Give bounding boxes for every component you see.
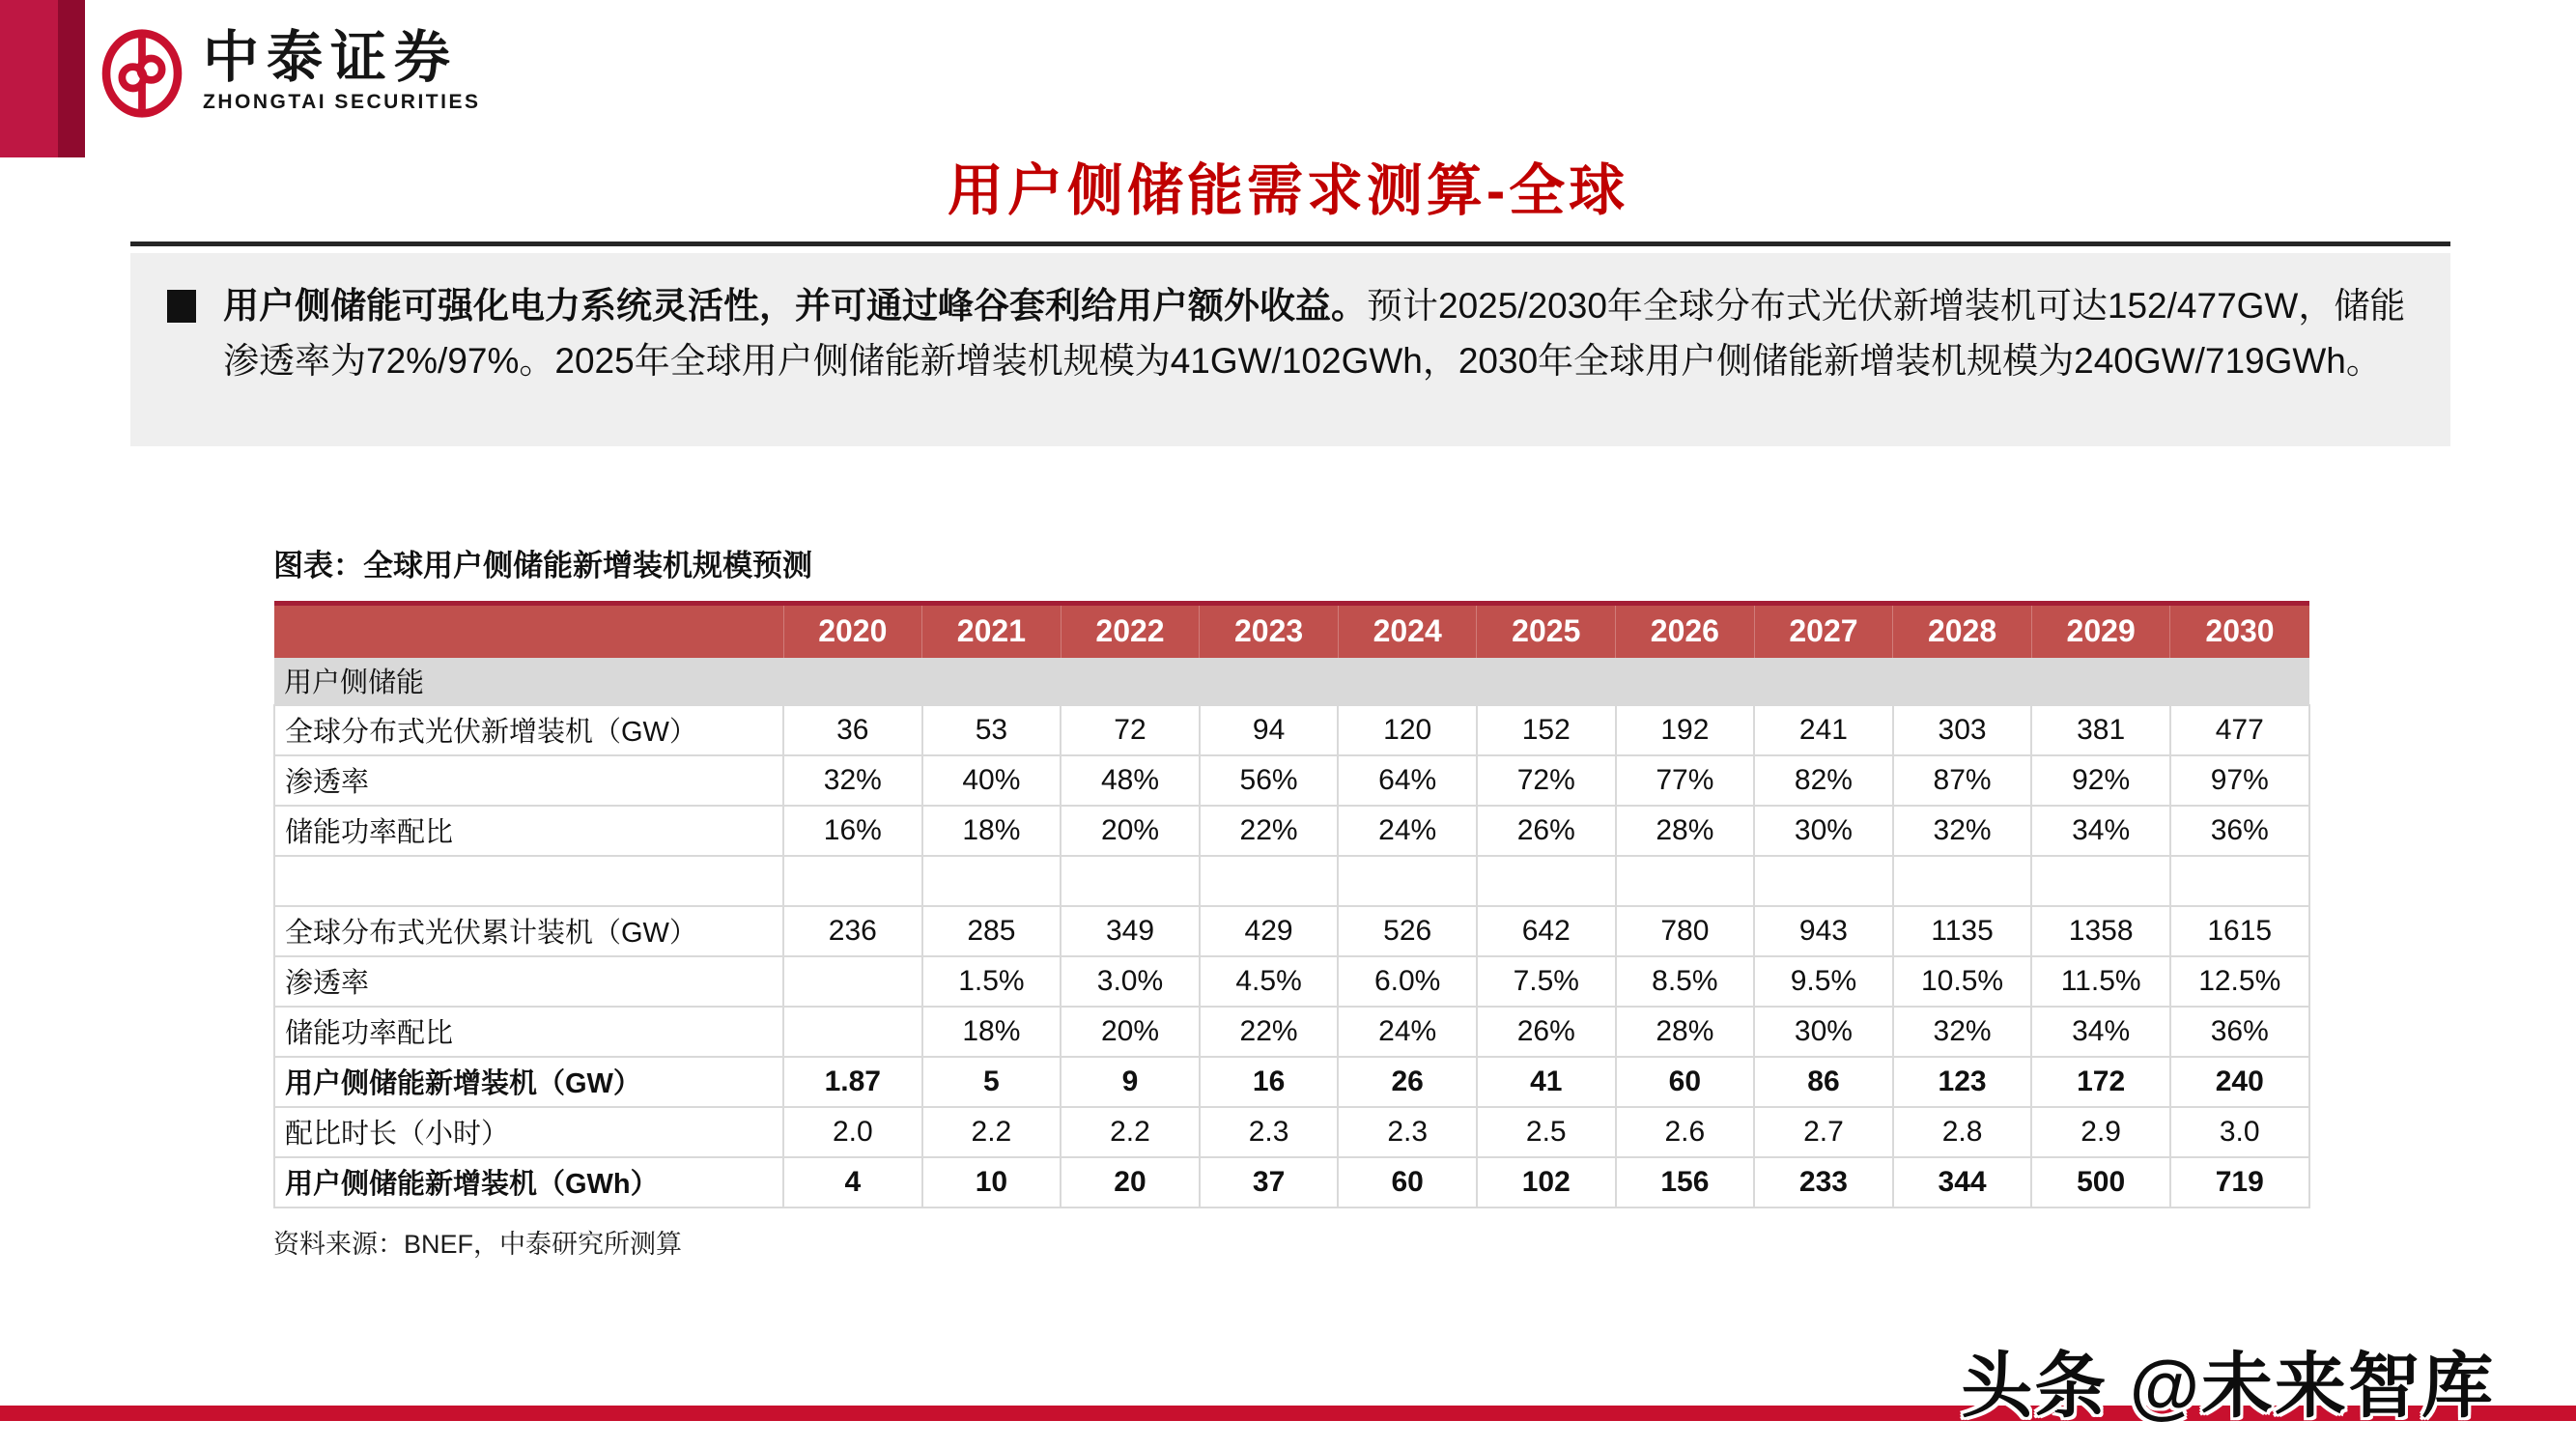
- cell-value: 40%: [922, 755, 1062, 806]
- source-line: 资料来源：BNEF，中泰研究所测算: [273, 1230, 683, 1259]
- year-header: 2029: [2031, 604, 2170, 658]
- cell-value: 1615: [2170, 906, 2309, 956]
- table-row: [274, 705, 2309, 755]
- cell-value: [1061, 856, 1200, 906]
- summary-box: [130, 253, 2450, 446]
- row-label: [274, 856, 783, 906]
- cell-value: 10.5%: [1893, 956, 2032, 1007]
- cell-value: 381: [2031, 705, 2170, 755]
- cell-value: 36: [783, 705, 922, 755]
- cell-value: 8.5%: [1616, 956, 1755, 1007]
- section-band-row: [274, 658, 2309, 705]
- cell-value: [1338, 856, 1477, 906]
- cell-value: 240: [2170, 1057, 2309, 1107]
- cell-value: 32%: [1893, 806, 2032, 856]
- year-header: 2026: [1616, 604, 1755, 658]
- row-label: 全球分布式光伏新增装机（GW）: [274, 705, 783, 755]
- cell-value: 3.0: [2170, 1107, 2309, 1157]
- cell-value: 53: [922, 705, 1062, 755]
- cell-value: 2.2: [1061, 1107, 1200, 1157]
- row-label: 储能功率配比: [274, 1007, 783, 1057]
- cell-value: 26%: [1477, 806, 1616, 856]
- cell-value: 120: [1338, 705, 1477, 755]
- cell-value: 500: [2031, 1157, 2170, 1208]
- brand-name-en: ZHONGTAI SECURITIES: [203, 91, 481, 113]
- cell-value: 4.5%: [1200, 956, 1339, 1007]
- cell-value: 28%: [1616, 1007, 1755, 1057]
- cell-value: 236: [783, 906, 922, 956]
- cell-value: 1.5%: [922, 956, 1062, 1007]
- cell-value: 303: [1893, 705, 2032, 755]
- cell-value: 36%: [2170, 1007, 2309, 1057]
- table-row: [274, 755, 2309, 806]
- cell-value: [783, 956, 922, 1007]
- table-row: [274, 856, 2309, 906]
- year-header: 2027: [1754, 604, 1893, 658]
- cell-value: 2.8: [1893, 1107, 2032, 1157]
- zhongtai-logo-icon: [100, 27, 184, 120]
- cell-value: 30%: [1754, 806, 1893, 856]
- cell-value: 156: [1616, 1157, 1755, 1208]
- cell-value: 2.3: [1338, 1107, 1477, 1157]
- row-label: 全球分布式光伏累计装机（GW）: [274, 906, 783, 956]
- cell-value: 64%: [1338, 755, 1477, 806]
- table-row: [274, 906, 2309, 956]
- cell-value: 18%: [922, 1007, 1062, 1057]
- year-header: 2024: [1338, 604, 1477, 658]
- cell-value: 72%: [1477, 755, 1616, 806]
- cell-value: 77%: [1616, 755, 1755, 806]
- cell-value: 349: [1061, 906, 1200, 956]
- table-row: [274, 806, 2309, 856]
- cell-value: 2.5: [1477, 1107, 1616, 1157]
- year-header: 2028: [1893, 604, 2032, 658]
- table-header-row: [274, 604, 2309, 658]
- table-row: [274, 1007, 2309, 1057]
- cell-value: [1893, 856, 2032, 906]
- cell-value: 642: [1477, 906, 1616, 956]
- cell-value: 2.7: [1754, 1107, 1893, 1157]
- row-label: 渗透率: [274, 956, 783, 1007]
- cell-value: 32%: [1893, 1007, 2032, 1057]
- cell-value: 22%: [1200, 1007, 1339, 1057]
- corner-strip-light: [0, 0, 58, 157]
- cell-value: 429: [1200, 906, 1339, 956]
- cell-value: 94: [1200, 705, 1339, 755]
- cell-value: 1.87: [783, 1057, 922, 1107]
- cell-value: [2170, 856, 2309, 906]
- cell-value: 56%: [1200, 755, 1339, 806]
- cell-value: 102: [1477, 1157, 1616, 1208]
- cell-value: 5: [922, 1057, 1062, 1107]
- cell-value: 2.6: [1616, 1107, 1755, 1157]
- brand-logo: [100, 27, 480, 120]
- cell-value: 60: [1616, 1057, 1755, 1107]
- cell-value: 6.0%: [1338, 956, 1477, 1007]
- cell-value: 9: [1061, 1057, 1200, 1107]
- year-header: 2023: [1200, 604, 1339, 658]
- table-body: [274, 604, 2309, 1208]
- cell-value: 2.0: [783, 1107, 922, 1157]
- corner-header-cell: [274, 604, 783, 658]
- cell-value: 24%: [1338, 1007, 1477, 1057]
- bullet-square-icon: [167, 290, 196, 323]
- table-row: [274, 1107, 2309, 1157]
- corner-strip-dark: [58, 0, 85, 157]
- table-row: [274, 1157, 2309, 1208]
- summary-bold-text: 用户侧储能可强化电力系统灵活性，并可通过峰谷套利给用户额外收益。: [223, 286, 1367, 326]
- watermark-text: 头条 @未来智库: [1961, 1346, 2495, 1426]
- cell-value: 41: [1477, 1057, 1616, 1107]
- cell-value: 26%: [1477, 1007, 1616, 1057]
- cell-value: 943: [1754, 906, 1893, 956]
- cell-value: 16%: [783, 806, 922, 856]
- cell-value: 87%: [1893, 755, 2032, 806]
- cell-value: 82%: [1754, 755, 1893, 806]
- cell-value: 172: [2031, 1057, 2170, 1107]
- title-divider-line: [130, 242, 2450, 246]
- cell-value: 16: [1200, 1057, 1339, 1107]
- cell-value: 24%: [1338, 806, 1477, 856]
- forecast-table: [273, 601, 2310, 1208]
- cell-value: [783, 1007, 922, 1057]
- table-row: [274, 956, 2309, 1007]
- cell-value: 9.5%: [1754, 956, 1893, 1007]
- cell-value: [1200, 856, 1339, 906]
- cell-value: 48%: [1061, 755, 1200, 806]
- cell-value: 477: [2170, 705, 2309, 755]
- row-label: 用户侧储能新增装机（GW）: [274, 1057, 783, 1107]
- table-wrap: [273, 601, 2310, 1208]
- cell-value: 26: [1338, 1057, 1477, 1107]
- cell-value: 7.5%: [1477, 956, 1616, 1007]
- cell-value: 22%: [1200, 806, 1339, 856]
- year-header: 2020: [783, 604, 922, 658]
- cell-value: [783, 856, 922, 906]
- cell-value: 12.5%: [2170, 956, 2309, 1007]
- cell-value: 123: [1893, 1057, 2032, 1107]
- cell-value: 20%: [1061, 1007, 1200, 1057]
- cell-value: 37: [1200, 1157, 1339, 1208]
- row-label: 配比时长（小时）: [274, 1107, 783, 1157]
- cell-value: 72: [1061, 705, 1200, 755]
- year-header: 2022: [1061, 604, 1200, 658]
- cell-value: 2.9: [2031, 1107, 2170, 1157]
- cell-value: 4: [783, 1157, 922, 1208]
- cell-value: 1135: [1893, 906, 2032, 956]
- summary-paragraph: [223, 278, 2408, 388]
- row-label: 用户侧储能新增装机（GWh）: [274, 1157, 783, 1208]
- cell-value: 20: [1061, 1157, 1200, 1208]
- brand-text: [203, 27, 480, 114]
- page-title: 用户侧储能需求测算-全球: [947, 159, 1629, 222]
- cell-value: 34%: [2031, 806, 2170, 856]
- cell-value: 241: [1754, 705, 1893, 755]
- cell-value: 10: [922, 1157, 1062, 1208]
- cell-value: 30%: [1754, 1007, 1893, 1057]
- brand-name-cn: 中泰证券: [203, 26, 459, 89]
- cell-value: 97%: [2170, 755, 2309, 806]
- cell-value: [2031, 856, 2170, 906]
- cell-value: 28%: [1616, 806, 1755, 856]
- cell-value: 192: [1616, 705, 1755, 755]
- table-row: [274, 1057, 2309, 1107]
- year-header: 2021: [922, 604, 1062, 658]
- cell-value: [922, 856, 1062, 906]
- cell-value: 20%: [1061, 806, 1200, 856]
- section-label: 用户侧储能: [274, 658, 2309, 705]
- table-caption: 图表：全球用户侧储能新增装机规模预测: [273, 549, 812, 582]
- cell-value: [1616, 856, 1755, 906]
- cell-value: 18%: [922, 806, 1062, 856]
- cell-value: 285: [922, 906, 1062, 956]
- cell-value: [1477, 856, 1616, 906]
- year-header: 2025: [1477, 604, 1616, 658]
- cell-value: 780: [1616, 906, 1755, 956]
- cell-value: 233: [1754, 1157, 1893, 1208]
- cell-value: 32%: [783, 755, 922, 806]
- cell-value: 86: [1754, 1057, 1893, 1107]
- cell-value: 344: [1893, 1157, 2032, 1208]
- cell-value: 92%: [2031, 755, 2170, 806]
- cell-value: 526: [1338, 906, 1477, 956]
- cell-value: 2.2: [922, 1107, 1062, 1157]
- row-label: 渗透率: [274, 755, 783, 806]
- cell-value: [1754, 856, 1893, 906]
- cell-value: 2.3: [1200, 1107, 1339, 1157]
- row-label: 储能功率配比: [274, 806, 783, 856]
- cell-value: 1358: [2031, 906, 2170, 956]
- summary-normal-text: 预计2025/2030年全球分布式光伏新增装机可达152/477GW，储能渗透率为72%/97%。2025年全球用户侧储能新增装机规模为41GW/102GWh，2030年全球用户侧储能新增装机规模为240GW/719GWh。: [223, 286, 2406, 381]
- year-header: 2030: [2170, 604, 2309, 658]
- cell-value: 11.5%: [2031, 956, 2170, 1007]
- cell-value: 60: [1338, 1157, 1477, 1208]
- cell-value: 3.0%: [1061, 956, 1200, 1007]
- cell-value: 34%: [2031, 1007, 2170, 1057]
- cell-value: 152: [1477, 705, 1616, 755]
- cell-value: 36%: [2170, 806, 2309, 856]
- cell-value: 719: [2170, 1157, 2309, 1208]
